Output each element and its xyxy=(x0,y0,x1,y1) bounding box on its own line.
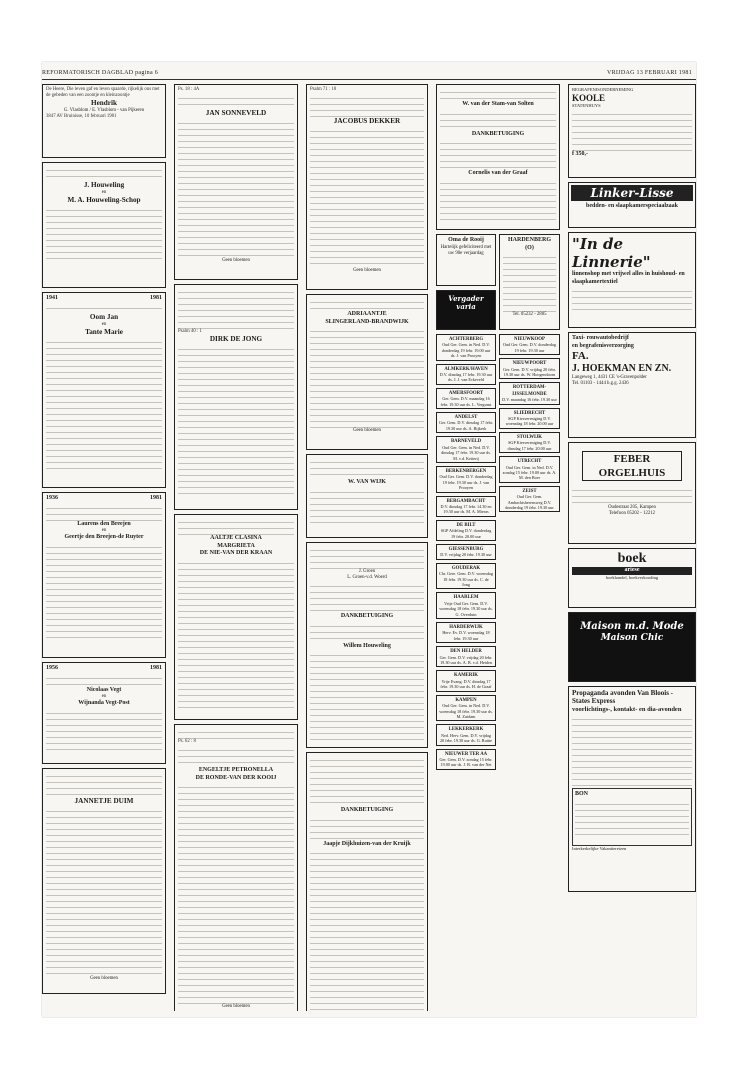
ad-name: MARGRIETA xyxy=(217,542,255,549)
notice-place: UTRECHT xyxy=(517,459,542,465)
ad-title: Oma de Rooij xyxy=(448,237,484,243)
text-lines xyxy=(572,487,692,505)
notice-text: D.V. dinsdag 17 febr. 14.30 en 19.30 uur ds. M. A. Mieras xyxy=(440,503,492,515)
notice-place: HAARLEM xyxy=(453,595,479,601)
notice-text: Ned. Herv. Gem. D.V. vrijdag 20 febr. 19.30 uur ds. G. Ruitte xyxy=(439,732,493,744)
church-notice xyxy=(499,432,560,453)
ad-name: ENGELTJE PETRONELLA xyxy=(198,767,274,773)
obituary-duim xyxy=(42,768,166,994)
notice-text: Ger. Gem. D.V. maandag 16 febr. 19.30 uur ds. L. Vergunst xyxy=(440,396,492,407)
notice-text: Ger. Gem. D.V. vrijdag 20 febr. 19.30 uur ds. A. B. v.d. Heiden xyxy=(439,654,493,666)
text-lines xyxy=(310,547,424,569)
notice-text: Chr. Gere. Gem. D.V. woensdag 18 febr. 19.30 uur ds. C. de Jong xyxy=(439,571,494,587)
church-notice xyxy=(499,486,560,513)
text-lines xyxy=(310,489,424,523)
text-lines xyxy=(310,817,424,841)
ad-name: AALTJE CLASINA xyxy=(210,535,262,541)
ad-quote: Ps. 18 : 4A xyxy=(178,87,200,92)
church-notice xyxy=(436,622,496,643)
column-1 xyxy=(42,84,166,1011)
notice-text: D.V. vrijdag 20 febr. 19.30 uur xyxy=(440,552,492,558)
notice-text: Oud Ger. Gem. in Ned. D.V. zondag 15 febr. 19.00 uur ds. A. M. den Boer xyxy=(502,464,557,481)
church-notice xyxy=(499,358,560,379)
ad-sign: Geen bloemen xyxy=(353,268,381,273)
text-lines xyxy=(178,729,294,739)
church-notice xyxy=(436,724,496,745)
church-notice xyxy=(499,456,560,483)
ad-heading: DANKBETUIGING xyxy=(471,130,525,137)
newspaper-page xyxy=(42,62,696,1017)
years xyxy=(46,665,162,673)
ad-sign: Geen bloemen xyxy=(222,258,250,263)
ad-name: J. Groen xyxy=(358,569,376,574)
ad-line: Taxi- rouwautobedrijf xyxy=(572,335,629,341)
text-lines xyxy=(178,120,294,258)
linker-lisse-ad xyxy=(568,182,696,228)
ad-name: L. Groen-v.d. Woerd xyxy=(347,575,387,580)
notice-place: NIEUWER TER AA xyxy=(444,751,488,757)
notice-text: Ger. Gem. D.V. dinsdag 17 febr. 19.30 uur ds. A. Bijkerk xyxy=(439,420,493,431)
ad-and: en xyxy=(101,321,107,327)
ad-small: BEGRAFENISONDERNEMING xyxy=(572,87,634,92)
notice-place: KAMPEN xyxy=(455,697,477,703)
column-4 xyxy=(436,84,560,1011)
ad-sub: bedden- en slaapkamerspeciaalzaak xyxy=(585,203,678,209)
text-lines xyxy=(178,519,294,535)
text-lines xyxy=(46,808,162,976)
notice-text: Oud Ger. Gem. in Ned. D.V. donderdag 19 febr. 19.00 uur ds. J. van Prooyen xyxy=(441,342,491,359)
church-notices-1 xyxy=(436,334,496,770)
coupon-title: BON xyxy=(575,791,589,797)
ad-name: SLINGERLAND-BRANDWIJK xyxy=(325,318,409,325)
notice-place: BERKENBERGEN xyxy=(445,468,487,474)
text-lines xyxy=(310,95,424,117)
notice-place: GIESSENBURG xyxy=(448,546,484,552)
year-end: 1981 xyxy=(150,665,162,671)
column-5 xyxy=(568,84,696,1011)
obituary-sonneveld xyxy=(174,84,298,280)
ad-title: Propaganda avonden Van Bloois - States Express xyxy=(572,689,674,705)
ad-name: Jaapje Dijkhuizen-van der Kruijk xyxy=(323,840,411,847)
text-lines xyxy=(440,111,556,131)
maison-ad xyxy=(568,612,696,682)
notice-place: GOUDERAK xyxy=(451,565,481,571)
text-lines xyxy=(575,801,689,837)
ad-name: Cornelis van der Graaf xyxy=(468,170,528,176)
notice-text: Oud Ger. Gem. Ambachtsherensweg D.V. donderdag 19 febr. 19.30 uur xyxy=(505,494,554,510)
notice-place: ANDELST xyxy=(454,415,478,421)
small-ads-row xyxy=(436,234,560,773)
ad-quote: Psalm 40 : 1 xyxy=(178,329,202,334)
year-start: 1936 xyxy=(46,495,58,501)
column-2 xyxy=(174,84,298,1011)
church-notice xyxy=(436,749,496,770)
ad-sub: Hartelijk gefeliciteerd met uw 90e verjaardag xyxy=(440,244,492,256)
ad-name: JACOBUS DEKKER xyxy=(333,117,401,125)
church-notice xyxy=(436,563,496,590)
obituary-de-nie xyxy=(174,514,298,720)
notice-place: NIEUWPOORT xyxy=(512,361,547,367)
thanks-houweling xyxy=(306,542,428,748)
notice-place: BARNEVELD xyxy=(450,439,482,445)
ad-name: Laurens den Breejen xyxy=(77,520,131,527)
text-lines xyxy=(178,95,294,109)
ad-name: M. A. Houweling-Schop xyxy=(67,196,141,204)
text-lines xyxy=(46,207,162,259)
notice-text: Vrije Evang. D.V. dinsdag 17 febr. 19.30 uur ds. H. de Graaf xyxy=(440,678,492,690)
ad-sign: Geen bloemen xyxy=(353,428,381,433)
ad-phone: Tel. 05232 - 2805 xyxy=(512,312,547,317)
ad-and: en xyxy=(101,528,107,533)
church-notice xyxy=(436,646,496,667)
church-notice xyxy=(436,364,496,385)
church-notice xyxy=(436,670,496,691)
ad-parents: G. Vlasblom / E. Vlasblom - van Pijkeren xyxy=(63,108,145,113)
notice-place: NIEUWKOOP xyxy=(514,337,545,342)
text-lines xyxy=(572,288,692,312)
ad-title: HARDENBERG (O) xyxy=(507,237,551,251)
ad-sign: Geen bloemen xyxy=(222,1004,250,1009)
obituary-de-ronde xyxy=(174,724,298,1011)
text-lines xyxy=(310,128,424,268)
notice-text: Ger. Gem. D.V. zondag 15 febr. 19.00 uur ds. J. B. van der Net xyxy=(439,756,493,768)
van-bloois-ad xyxy=(568,686,696,892)
notice-place: DEN HELDER xyxy=(450,649,482,655)
notice-place: ACHTERBERG xyxy=(448,337,484,342)
text-lines xyxy=(440,180,556,220)
logo-text: Vergader varia xyxy=(448,294,484,311)
church-notice xyxy=(436,520,496,541)
notice-place: SLIEDRECHT xyxy=(513,410,546,416)
text-lines xyxy=(572,716,692,786)
text-lines xyxy=(178,289,294,329)
text-lines xyxy=(310,623,424,643)
church-notice xyxy=(436,695,496,722)
ad-name: JAN SONNEVELD xyxy=(205,109,267,117)
text-lines xyxy=(178,346,294,496)
obituary-de-jong xyxy=(174,284,298,510)
birth-announcement xyxy=(42,84,166,158)
notice-text: Oud Ger. Gem. D.V. donderdag 19 febr. 19.30 uur xyxy=(503,342,556,353)
notice-text: Oud Ger. Gem. in Ned. D.V. dinsdag 17 febr. 19.30 uur ds. M. v.d. Ketterij xyxy=(441,444,491,461)
obituary-slingerland xyxy=(306,294,428,450)
header-left: REFORMATORISCH DAGBLAD pagina 6 xyxy=(42,70,159,76)
notice-place: KAMERIK xyxy=(454,673,478,679)
notice-text: Ger. Gem. D.V. vrijdag 20 febr. 19.30 uur ds. W. Hoogendoorn xyxy=(503,366,556,378)
church-notice xyxy=(499,408,560,429)
notice-text: SGP Kiesvereniging D.V. woensdag 18 febr. 20.00 uur xyxy=(505,416,554,427)
anniversary-ad-3 xyxy=(42,492,166,658)
church-notices-2 xyxy=(499,334,560,512)
church-notice xyxy=(436,544,496,560)
ad-price: f 350,- xyxy=(572,151,588,157)
ad-name: W. van der Stam-van Solten xyxy=(462,101,534,107)
vergader-varia-logo xyxy=(436,290,496,330)
obituary-dekker xyxy=(306,84,428,290)
notice-place: HARDERWIJK xyxy=(449,625,483,631)
church-notice xyxy=(436,496,496,517)
text-lines xyxy=(503,254,556,312)
ad-name: Tante Marie xyxy=(85,327,123,336)
ad-and: en xyxy=(101,190,107,195)
header-right: VRIJDAG 13 FEBRUARI 1981 xyxy=(606,70,692,76)
ad-logo: "In de Linnerie" xyxy=(572,235,651,271)
ad-logo: FEBER ORGELHUIS xyxy=(582,451,682,481)
notice-place: AMERSFOORT xyxy=(448,390,484,396)
notice-text: Herv. Ev. D.V. woensdag 18 febr. 19.30 uur xyxy=(442,630,490,641)
ad-sign: Geen bloemen xyxy=(90,976,118,981)
ad-name: J. HOEKMAN EN ZN. xyxy=(572,363,672,374)
obituary-van-wijk xyxy=(306,454,428,538)
notice-text: Vrije Oud Ger. Gem. D.V. woensdag 18 febr. 19.30 uur ds. G. Overduin xyxy=(439,600,493,617)
congrats-oma xyxy=(436,234,496,286)
text-lines xyxy=(46,675,162,687)
coupon-box[interactable] xyxy=(572,788,692,846)
ad-name: FA. xyxy=(572,350,589,362)
ad-name: ADRIAANTJE xyxy=(347,311,387,317)
hardenberg-ad xyxy=(499,234,560,330)
ad-name: Wijnanda Vegt-Post xyxy=(78,700,130,706)
notice-place: DE BILT xyxy=(456,522,476,528)
ad-name: DIRK DE JONG xyxy=(209,335,263,343)
year-start: 1956 xyxy=(46,665,58,671)
small-ads-right xyxy=(499,234,560,773)
ad-address: Oudestraat 205, Kampen xyxy=(608,505,656,510)
ad-sub: ariese xyxy=(572,567,692,575)
small-ads-left xyxy=(436,234,496,773)
ad-name: JANNETJE DUIM xyxy=(74,797,134,805)
ad-footer: Interkerkelijke Vakantiereizen xyxy=(572,846,627,851)
notice-text: Oud Ger. Gem. in Ned. D.V. woensdag 18 febr. 19.30 uur ds. M. Zuidam xyxy=(439,703,493,719)
text-lines xyxy=(178,784,294,1004)
church-notice xyxy=(436,412,496,433)
year-start: 1941 xyxy=(46,295,58,301)
text-lines xyxy=(310,328,424,428)
ad-name: Hendrik xyxy=(91,99,117,107)
years xyxy=(46,295,162,303)
ad-address: Langeweg 1, 4431 CE 's-Gravenpolder xyxy=(572,375,647,380)
ad-quote: Ps. 62 : 8 xyxy=(178,739,196,744)
text-lines xyxy=(46,505,162,521)
ad-logo: Maison m.d. Mode xyxy=(580,621,684,632)
linnerie-ad xyxy=(568,232,696,328)
ad-name: Nicolaas Vegt xyxy=(86,686,122,693)
text-lines xyxy=(310,299,424,311)
ad-line: en begrafenisverzorging xyxy=(572,342,634,349)
years xyxy=(46,495,162,503)
anniversary-ad-2 xyxy=(42,292,166,488)
text-lines xyxy=(572,111,692,151)
text-lines xyxy=(440,140,556,170)
church-notice xyxy=(436,388,496,409)
anniversary-ad-1 xyxy=(42,162,166,288)
text-lines xyxy=(310,652,424,742)
notice-place: STOLWIJK xyxy=(516,434,543,440)
ad-logo: Linker-Lisse xyxy=(571,185,693,201)
ad-name: DE NIE-VAN DER KRAAN xyxy=(199,550,273,556)
ad-heading: DANKBETUIGING xyxy=(340,613,394,619)
ad-phone: Tel. 01103 - 1444 b.g.g. 2436 xyxy=(572,381,629,386)
notice-text: Oud Ger. Gem. D.V. donderdag 19 febr. 19.30 uur ds. J. van Prooyen xyxy=(439,474,493,491)
notice-text: SGP Afdeling D.V. donderdag 19 febr. 20.00 uur xyxy=(440,528,492,539)
text-lines xyxy=(440,89,556,101)
year-end: 1981 xyxy=(150,495,162,501)
ad-name: W. VAN WIJK xyxy=(348,479,386,485)
church-notice xyxy=(436,436,496,463)
ad-text: De Heere, Die leven gaf en leven spaarde, rijkelijk ons met de gebeden van een zoontje en kleinzoontje xyxy=(46,87,160,98)
text-lines xyxy=(178,747,294,767)
ad-sub: STATENHUYS xyxy=(572,103,601,108)
hoekman-taxi-ad xyxy=(568,332,696,438)
text-lines xyxy=(46,710,162,750)
text-lines xyxy=(46,167,162,181)
ad-name: Geertje den Breejen-de Ruyter xyxy=(64,534,144,540)
boek-ariese-ad xyxy=(568,548,696,608)
notice-text: SGP Kiesvereniging D.V. dinsdag 17 febr. 20.00 uur xyxy=(507,440,552,451)
church-notice xyxy=(436,334,496,361)
notice-text: D.V. dinsdag 17 febr. 19.30 uur ds. J. J. van Eckeveld xyxy=(439,372,493,383)
ad-title: KOOLE xyxy=(572,93,606,103)
ad-name: Willem Houweling xyxy=(343,642,391,649)
anniversary-ad-4 xyxy=(42,662,166,764)
notice-text: D.V. maandag 16 febr. 19.30 uur xyxy=(502,397,557,403)
thanks-van-der-stam xyxy=(436,84,560,230)
ad-sub: voorlichtings-, kontakt- en dia-avonden xyxy=(572,706,682,713)
column-3 xyxy=(306,84,428,1011)
ad-address: 3847 AV Bruinisse, 10 februari 1981 xyxy=(46,114,117,119)
thanks-dijkhuizen xyxy=(306,752,428,1011)
church-notice xyxy=(499,334,560,355)
church-notice xyxy=(499,382,560,404)
notice-place: ZEIST xyxy=(522,488,537,494)
ad-quote: Psalm 71 : 18 xyxy=(310,87,337,92)
ad-logo: boek xyxy=(617,551,647,566)
ad-name: J. Houweling xyxy=(83,181,125,189)
text-lines xyxy=(310,459,424,479)
text-lines xyxy=(46,305,162,313)
koole-funeral-ad xyxy=(568,84,696,178)
feber-orgelhuis-ad xyxy=(568,442,696,544)
ad-sub: boekhandel, boekverkooding xyxy=(605,574,659,580)
ad-sub: linnenshop met vrijwel alles in huishoud- en slaapkamertextiel xyxy=(572,271,685,285)
text-lines xyxy=(46,773,162,797)
notice-place: ROTTERDAM-IJSSELMONDE xyxy=(512,385,547,397)
ad-name: Oom Jan xyxy=(89,312,119,321)
church-notice xyxy=(436,592,496,619)
notice-place: ALMKERK/HAVEN xyxy=(444,366,488,372)
ad-logo: Maison Chic xyxy=(600,633,664,643)
text-lines xyxy=(310,757,424,807)
church-notice xyxy=(436,466,496,493)
year-end: 1981 xyxy=(150,295,162,301)
ad-phone: Telefoon 05202 - 12212 xyxy=(608,511,656,516)
ad-and: en xyxy=(101,694,107,699)
notice-place: LEKKERKERK xyxy=(448,727,484,733)
page-header xyxy=(42,70,696,79)
text-lines xyxy=(46,339,162,471)
text-lines xyxy=(310,850,424,1010)
ad-heading: DANKBETUIGING xyxy=(340,807,394,813)
text-lines xyxy=(46,544,162,640)
ad-name: DE RONDE-VAN DER KOOIJ xyxy=(195,774,277,781)
text-lines xyxy=(178,560,294,710)
header-rule xyxy=(42,79,696,80)
text-lines xyxy=(310,583,424,613)
notice-place: BERGAMBACHT xyxy=(446,498,486,504)
